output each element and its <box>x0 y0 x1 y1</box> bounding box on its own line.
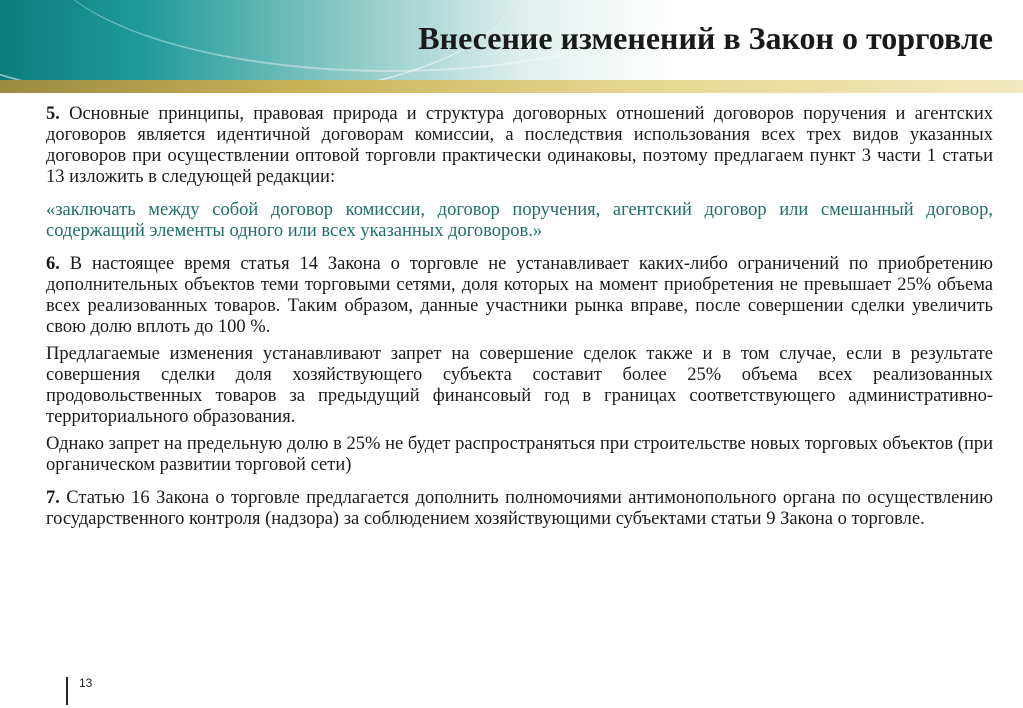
slide-header <box>0 0 1023 80</box>
paragraph-number: 6. <box>46 254 60 274</box>
paragraph-6-proposal: Предлагаемые изменения устанавливают запрет на совершение сделок также и в том случае, если в результате совершения сделки доля хозяйствующего субъекта составит более 25% объема всех реализованных продовольственных товаров за предыдущий финансовый год в границах соответствующего административно-территориального образования. <box>46 344 993 427</box>
header-divider-bar <box>0 80 1023 93</box>
paragraph-6-exception: Однако запрет на предельную долю в 25% не будет распространяться при строительстве новых торговых объектов (при органическом развитии торговой сети) <box>46 434 993 475</box>
paragraph-number: 7. <box>46 488 60 508</box>
paragraph-7 <box>46 488 993 530</box>
paragraph-text: Статью 16 Закона о торговле предлагается дополнить полномочиями антимонопольного органа по осуществлению государственного контроля (надзора) за соблюдением хозяйствующими субъектами статьи 9 Закона о торговле. <box>46 488 994 529</box>
paragraph-6 <box>46 254 993 338</box>
slide-title: Внесение изменений в Закон о торговле <box>418 20 993 56</box>
paragraph-text: В настоящее время статья 14 Закона о торговле не устанавливает каких-либо ограничений по приобретению дополнительных объектов теми торговыми сетями, доля которых на момент приобретения не превышает 25% объема всех реализованных товаров. Таким образом, данные участники рынка вправе, после совершении сделки увеличить свою долю вплоть до 100 %. <box>46 254 994 337</box>
footer-divider <box>66 677 68 705</box>
page-number: 13 <box>79 676 93 690</box>
paragraph-5 <box>46 104 993 188</box>
slide-body <box>46 104 993 530</box>
quoted-amendment: «заключать между собой договор комиссии, договор поручения, агентский договор или смешанный договор, содержащий элементы одного или всех указанных договоров.» <box>46 200 993 241</box>
paragraph-number: 5. <box>46 104 60 124</box>
paragraph-text: Основные принципы, правовая природа и структура договорных отношений договоров поручения и агентских договоров является идентичной договорам комиссии, а последствия использования всех трех видов указанных договоров при осуществлении оптовой торговли практически одинаковы, поэтому предлагаем пункт 3 части 1 статьи 13 изложить в следующей редакции: <box>46 104 994 187</box>
